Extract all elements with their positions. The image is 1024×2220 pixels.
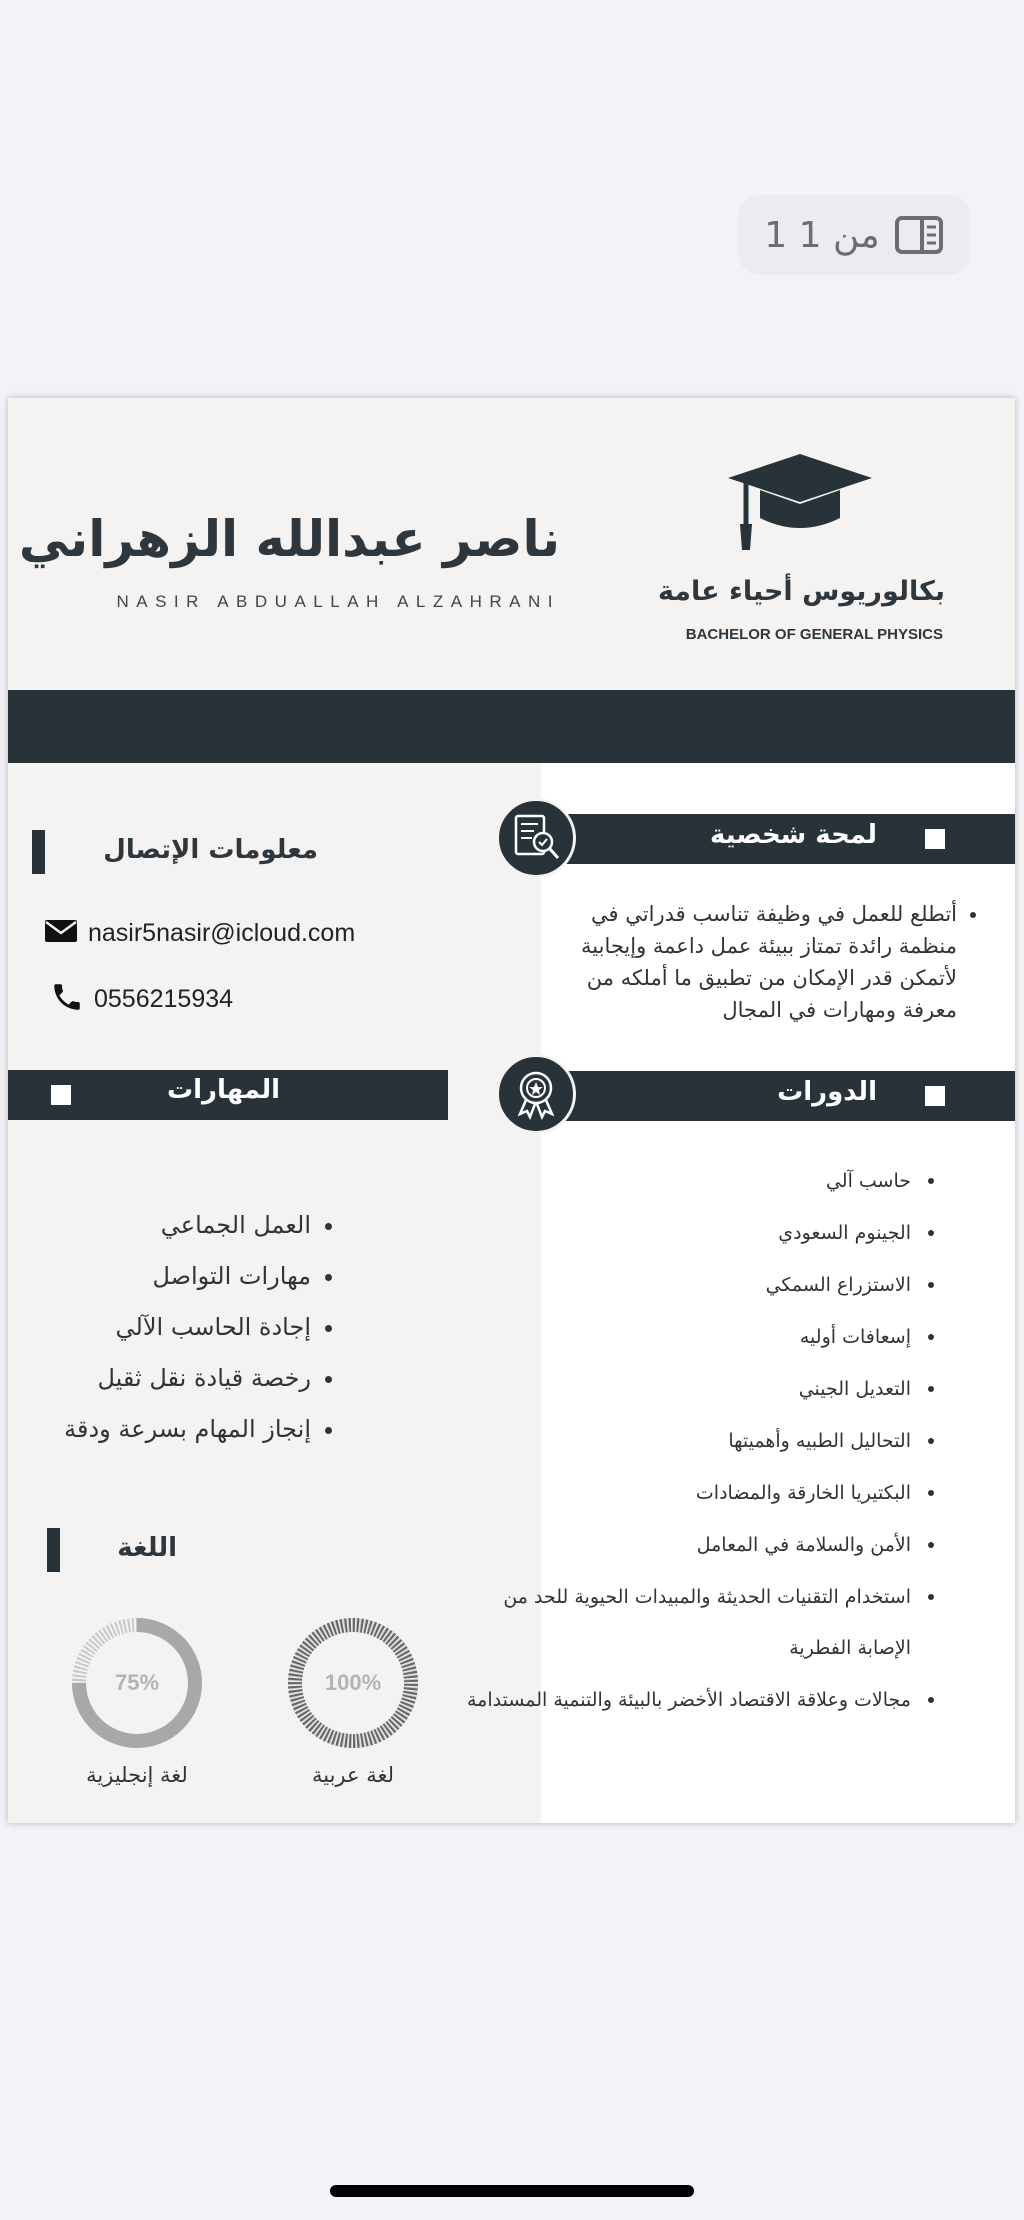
profile-square	[925, 829, 945, 849]
skill-item: • رخصة قيادة نقل ثقيل	[8, 1353, 311, 1404]
language-title: اللغة	[117, 1533, 177, 1563]
course-item: • التحاليل الطبيه وأهميتها	[445, 1415, 915, 1467]
course-item: • استخدام التقنيات الحديثة والمبيدات الحيوية للحد من الإصابة الفطرية	[445, 1571, 915, 1674]
page-indicator[interactable]	[738, 195, 970, 275]
course-item: • الأمن والسلامة في المعامل	[445, 1519, 915, 1571]
course-item: • حاسب آلي	[445, 1155, 915, 1207]
phone-value: 0556215934	[94, 984, 234, 1013]
english-gauge	[70, 1616, 204, 1750]
course-item: • الاستزراع السمكي	[445, 1259, 915, 1311]
skill-item: • مهارات التواصل	[8, 1251, 311, 1302]
skill-item: • العمل الجماعي	[8, 1200, 311, 1251]
email-value: nasir5nasir@icloud.com	[88, 918, 356, 947]
resume-search-icon	[496, 798, 576, 878]
course-item: • مجالات وعلاقة الاقتصاد الأخضر بالبيئة والتنمية المستدامة	[445, 1674, 915, 1726]
profile-summary	[559, 898, 979, 1026]
language-title-marker	[47, 1528, 60, 1572]
degree-arabic: بكالوريوس أحياء عامة	[657, 576, 945, 607]
degree-english: BACHELOR OF GENERAL PHYSICS	[685, 626, 943, 643]
skill-item: • إنجاز المهام بسرعة ودقة	[8, 1404, 311, 1455]
resume-document	[8, 398, 1015, 1823]
contact-title-marker	[32, 830, 45, 874]
contact-title: معلومات الإتصال	[103, 835, 318, 865]
course-item: • البكتيريا الخارقة والمضادات	[445, 1467, 915, 1519]
course-item: • إسعافات أوليه	[445, 1311, 915, 1363]
page-count: 1 من 1	[764, 214, 880, 256]
arabic-percent: 100%	[324, 1670, 382, 1695]
arabic-label: لغة عربية	[311, 1763, 395, 1787]
course-item: • التعديل الجيني	[445, 1363, 915, 1415]
email-row[interactable]	[44, 918, 355, 948]
award-badge-icon	[496, 1054, 576, 1134]
name-arabic: ناصر عبدالله الزهراني	[18, 510, 560, 568]
skill-item: • إجادة الحاسب الآلي	[8, 1302, 311, 1353]
courses-title: الدورات	[777, 1077, 877, 1107]
graduation-cap-icon	[726, 452, 874, 558]
course-item: • الجينوم السعودي	[445, 1207, 915, 1259]
skills-title: المهارات	[166, 1075, 280, 1105]
envelope-icon	[44, 918, 78, 948]
skills-square	[51, 1085, 71, 1105]
home-indicator[interactable]	[330, 2185, 694, 2197]
name-english: NASIR ABDUALLAH ALZAHRANI	[116, 592, 560, 611]
phone-icon	[50, 980, 84, 1018]
skills-list	[8, 1200, 335, 1455]
arabic-gauge	[286, 1616, 420, 1750]
english-percent: 75%	[114, 1670, 160, 1695]
book-pages-icon	[894, 215, 944, 255]
english-label: لغة إنجليزية	[86, 1763, 188, 1787]
profile-title: لمحة شخصية	[709, 820, 877, 850]
courses-list	[445, 1155, 915, 1726]
courses-square	[925, 1086, 945, 1106]
header-band	[8, 690, 1015, 763]
phone-row[interactable]	[50, 980, 233, 1018]
profile-text: • أتطلع للعمل في وظيفة تناسب قدراتي في منظمة رائدة تمتاز ببيئة عمل داعمة وإيجابية لأتمكن قدر الإمكان من تطبيق ما أملكه من معرفة ومهارات في المجال	[559, 898, 957, 1026]
